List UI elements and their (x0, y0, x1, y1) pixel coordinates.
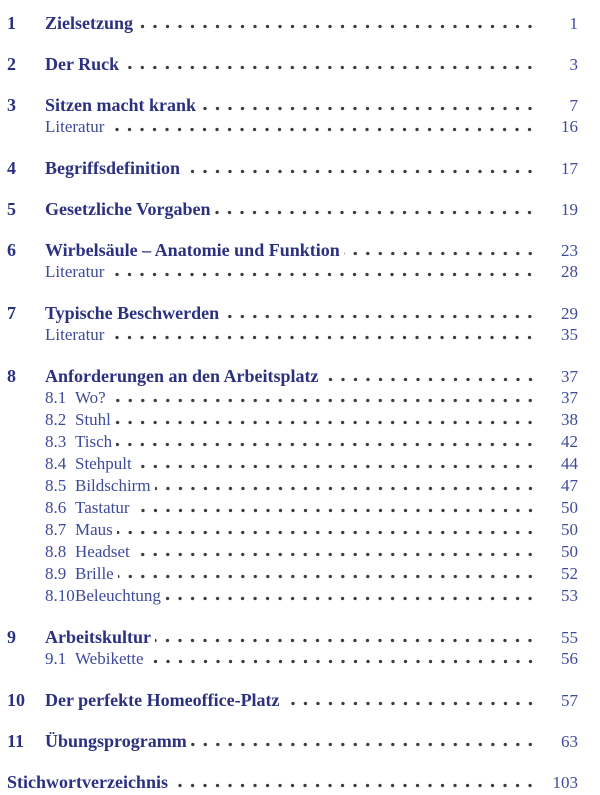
entry-title: Webikette (75, 649, 144, 668)
entry-number: 8.6 (45, 498, 67, 517)
entry-title: Begriffsdefinition (45, 158, 180, 178)
entry-number: 8.1 (45, 388, 67, 407)
toc-entry (7, 54, 578, 76)
dot-leader-icon (108, 127, 534, 132)
entry-number: 4 (7, 158, 16, 178)
toc-entry (7, 388, 578, 410)
toc-entry (7, 240, 578, 262)
entry-number: 8.4 (45, 454, 67, 473)
toc-entry (7, 498, 578, 520)
entry-title: Typische Beschwerden (45, 303, 220, 323)
dot-leader-icon (214, 210, 534, 215)
entry-page-number: 103 (552, 773, 578, 792)
dot-leader-icon (165, 596, 534, 601)
entry-page-number: 19 (561, 200, 578, 219)
entry-page-number: 50 (561, 520, 578, 539)
entry-title: Bildschirm (75, 476, 151, 495)
entry-page-number: 17 (561, 159, 578, 178)
toc-entry (7, 432, 578, 454)
toc-entry (7, 772, 578, 794)
toc-entry (7, 586, 578, 608)
entry-page-number: 1 (569, 14, 578, 33)
entry-title: Zielsetzung (45, 13, 133, 33)
toc-entry (7, 410, 578, 432)
dot-leader-icon (155, 486, 534, 491)
toc-entry (7, 199, 578, 221)
entry-page-number: 56 (561, 649, 578, 668)
entry-title: Anforderungen an den Arbeitsplatz (45, 366, 319, 386)
dot-leader-icon (184, 169, 534, 174)
entry-number: 6 (7, 240, 16, 260)
entry-page-number: 16 (561, 117, 578, 136)
entry-page-number: 47 (561, 476, 578, 495)
entry-number: 3 (7, 95, 16, 115)
dot-leader-icon (117, 530, 534, 535)
dot-leader-icon (118, 574, 534, 579)
toc-entry (7, 564, 578, 586)
entry-page-number: 23 (561, 241, 578, 260)
entry-page-number: 29 (561, 304, 578, 323)
entry-page-number: 37 (561, 367, 578, 386)
toc-entry (7, 95, 578, 117)
toc-entry (7, 476, 578, 498)
toc-entry (7, 366, 578, 388)
entry-title: Übungsprogramm (45, 731, 187, 751)
entry-title: Sitzen macht krank (45, 95, 197, 115)
entry-title: Stichwortverzeichnis (7, 772, 168, 792)
toc-entry (7, 731, 578, 753)
entry-number: 10 (7, 690, 25, 710)
toc-entry (7, 262, 578, 284)
entry-title: Wo? (75, 388, 106, 407)
entry-number: 11 (7, 731, 25, 751)
entry-title: Literatur (45, 325, 105, 344)
toc-entry (7, 325, 578, 347)
entry-number: 8.10 (45, 586, 75, 605)
dot-leader-icon (115, 420, 534, 425)
entry-title: Beleuchtung (75, 586, 161, 605)
entry-page-number: 50 (561, 498, 578, 517)
toc-entry (7, 117, 578, 139)
toc-entry (7, 158, 578, 180)
dot-leader-icon (148, 659, 535, 664)
entry-title: Literatur (45, 262, 105, 281)
dot-leader-icon (134, 508, 534, 513)
entry-number: 9 (7, 627, 16, 647)
entry-title: Der perfekte Homeoffice-Platz (45, 690, 280, 710)
dot-leader-icon (344, 251, 534, 256)
dot-leader-icon (200, 106, 534, 111)
toc-entry (7, 303, 578, 325)
entry-number: 7 (7, 303, 16, 323)
entry-title: Tisch (75, 432, 113, 451)
entry-number: 1 (7, 13, 16, 33)
entry-number: 5 (7, 199, 16, 219)
dot-leader-icon (323, 377, 534, 382)
entry-page-number: 57 (561, 691, 578, 710)
entry-title: Tastatur (75, 498, 130, 517)
dot-leader-icon (284, 701, 534, 706)
entry-page-number: 42 (561, 432, 578, 451)
entry-number: 2 (7, 54, 16, 74)
entry-number: 8.5 (45, 476, 67, 495)
entry-page-number: 35 (561, 325, 578, 344)
dot-leader-icon (172, 783, 534, 788)
entry-number: 8.2 (45, 410, 67, 429)
entry-title: Brille (75, 564, 114, 583)
dot-leader-icon (136, 464, 534, 469)
toc-entry (7, 542, 578, 564)
entry-title: Der Ruck (45, 54, 120, 74)
dot-leader-icon (191, 742, 534, 747)
entry-page-number: 28 (561, 262, 578, 281)
entry-number: 8.8 (45, 542, 67, 561)
toc-entry (7, 627, 578, 649)
entry-page-number: 37 (561, 388, 578, 407)
entry-title: Arbeitskultur (45, 627, 152, 647)
dot-leader-icon (123, 65, 534, 70)
entry-page-number: 50 (561, 542, 578, 561)
entry-title: Stehpult (75, 454, 132, 473)
dot-leader-icon (155, 638, 534, 643)
entry-page-number: 7 (569, 96, 578, 115)
dot-leader-icon (108, 335, 534, 340)
entry-number: 8.9 (45, 564, 67, 583)
toc-entry (7, 520, 578, 542)
entry-title: Gesetzliche Vorgaben (45, 199, 211, 219)
entry-page-number: 38 (561, 410, 578, 429)
entry-number: 8 (7, 366, 16, 386)
entry-number: 8.7 (45, 520, 67, 539)
toc-entry (7, 690, 578, 712)
dot-leader-icon (137, 24, 534, 29)
entry-number: 8.3 (45, 432, 67, 451)
entry-number: 9.1 (45, 649, 67, 668)
dot-leader-icon (110, 398, 534, 403)
toc-entry (7, 13, 578, 35)
entry-page-number: 55 (561, 628, 578, 647)
entry-page-number: 53 (561, 586, 578, 605)
entry-title: Literatur (45, 117, 105, 136)
entry-page-number: 52 (561, 564, 578, 583)
entry-page-number: 44 (561, 454, 578, 473)
dot-leader-icon (223, 314, 534, 319)
entry-title: Stuhl (75, 410, 111, 429)
dot-leader-icon (116, 442, 534, 447)
entry-title: Maus (75, 520, 113, 539)
entry-title: Headset (75, 542, 130, 561)
dot-leader-icon (134, 552, 534, 557)
entry-title: Wirbelsäule – Anatomie und Funktion (45, 240, 340, 260)
entry-page-number: 63 (561, 732, 578, 751)
toc-entry (7, 649, 578, 671)
dot-leader-icon (108, 272, 534, 277)
toc-entry (7, 454, 578, 476)
entry-page-number: 3 (569, 55, 578, 74)
